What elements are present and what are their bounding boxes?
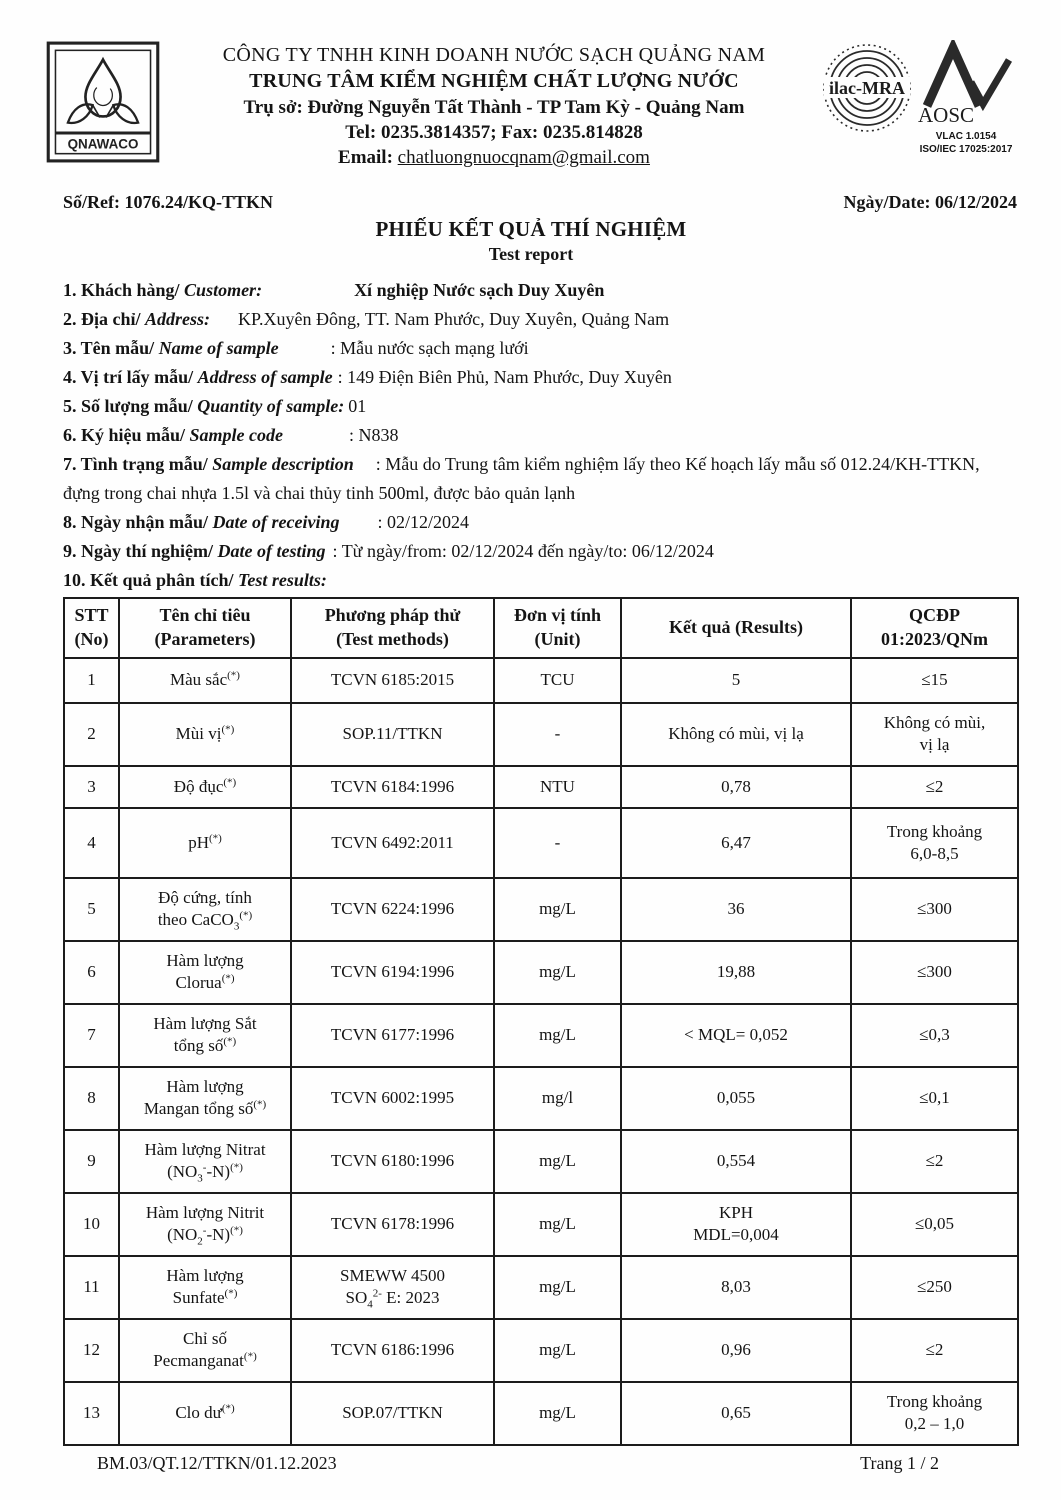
table-cell-col-method: TCVN 6194:1996: [291, 941, 494, 1004]
info-label-vi: 7. Tình trạng mẫu/: [63, 453, 208, 474]
column-header-col-unit: Đơn vị tính (Unit): [494, 598, 621, 658]
table-cell-col-stt: 10: [64, 1193, 119, 1256]
info-value: : Mẫu nước sạch mạng lưới: [330, 337, 529, 358]
info-label-vi: 6. Ký hiệu mẫu/: [63, 424, 186, 445]
table-cell-col-unit: mg/L: [494, 1004, 621, 1067]
info-label-vi: 8. Ngày nhận mẫu/: [63, 511, 209, 532]
table-cell-col-limit: ≤15: [851, 658, 1018, 703]
info-item-quantity: [63, 392, 1017, 421]
info-item-address: [63, 305, 1017, 334]
sample-info-section: [45, 276, 1017, 595]
table-cell-col-unit: mg/L: [494, 1130, 621, 1193]
table-cell-col-limit: ≤0,1: [851, 1067, 1018, 1130]
email-line: [167, 145, 821, 170]
info-item-customer: [63, 276, 1017, 305]
table-cell-col-method: TCVN 6184:1996: [291, 766, 494, 808]
table-cell-col-result: 6,47: [621, 808, 851, 878]
table-cell-col-stt: 8: [64, 1067, 119, 1130]
table-cell-col-unit: NTU: [494, 766, 621, 808]
table-cell-col-unit: mg/L: [494, 1256, 621, 1319]
table-cell-col-limit: ≤0,3: [851, 1004, 1018, 1067]
table-cell-col-method: TCVN 6186:1996: [291, 1319, 494, 1382]
address-line: Trụ sở: Đường Nguyễn Tất Thành - TP Tam Kỳ - Quảng Nam: [243, 96, 745, 118]
table-cell-col-unit: mg/l: [494, 1067, 621, 1130]
table-cell-col-result: KPH MDL=0,004: [621, 1193, 851, 1256]
table-cell-col-stt: 4: [64, 808, 119, 878]
table-cell-col-limit: ≤2: [851, 1319, 1018, 1382]
center-name: TRUNG TÂM KIỂM NGHIỆM CHẤT LƯỢNG NƯỚC: [249, 70, 739, 93]
table-row: [64, 878, 1018, 941]
form-code: BM.03/QT.12/TTKN/01.12.2023: [97, 1452, 337, 1473]
table-cell-col-stt: 9: [64, 1130, 119, 1193]
table-cell-col-limit: ≤300: [851, 941, 1018, 1004]
company-name: CÔNG TY TNHH KINH DOANH NƯỚC SẠCH QUẢNG NAM: [222, 44, 766, 66]
table-cell-col-parameter: Mùi vị(*): [119, 703, 291, 766]
table-cell-col-parameter: Hàm lượng Nitrit $(NO_2^--N)^{(*)}$: [119, 1193, 291, 1256]
table-cell-col-parameter: Hàm lượng Sắt tổng số(*): [119, 1004, 291, 1067]
info-label-vi: 3. Tên mẫu/: [63, 337, 155, 358]
qnawaco-logo-image: [45, 40, 161, 164]
info-label-vi: 10. Kết quả phân tích/: [63, 569, 234, 590]
table-cell-col-unit: mg/L: [494, 1382, 621, 1445]
table-row: [64, 1067, 1018, 1130]
table-cell-col-method: SOP.11/TTKN: [291, 703, 494, 766]
email-link[interactable]: chatluongnuocqnam@gmail.com: [397, 146, 650, 168]
table-cell-col-stt: 6: [64, 941, 119, 1004]
info-label-en: Date of testing: [217, 540, 326, 561]
table-cell-col-stt: 7: [64, 1004, 119, 1067]
info-label-en: Sample code: [189, 424, 284, 445]
aosc-logo-mark: [917, 40, 1015, 126]
table-cell-col-parameter: Hàm lượng Mangan tổng số(*): [119, 1067, 291, 1130]
results-table-head: [64, 598, 1018, 658]
table-row: [64, 1193, 1018, 1256]
header-row: [64, 598, 1018, 658]
table-cell-col-unit: -: [494, 703, 621, 766]
info-label-en: Address of sample: [197, 366, 333, 387]
table-row: [64, 766, 1018, 808]
table-cell-col-limit: ≤2: [851, 1130, 1018, 1193]
info-item-sample-description: [63, 450, 1017, 508]
info-item-date-testing: [63, 537, 1017, 566]
info-label-en: Test results:: [238, 569, 327, 590]
qnawaco-logo: [45, 34, 167, 169]
info-item-sample-name: [63, 334, 1017, 363]
ref-number: Số/Ref: 1076.24/KQ-TTKN: [63, 192, 273, 213]
table-cell-col-method: TCVN 6224:1996: [291, 878, 494, 941]
table-cell-col-method: TCVN 6002:1995: [291, 1067, 494, 1130]
info-value: 01: [348, 395, 367, 416]
ilac-mra-logo-text: ilac-MRA: [829, 78, 905, 98]
column-header-col-limit: QCĐP 01:2023/QNm: [851, 598, 1018, 658]
info-item-sample-address: [63, 363, 1017, 392]
table-row: [64, 808, 1018, 878]
info-value: : 149 Điện Biên Phủ, Nam Phước, Duy Xuyên: [337, 366, 672, 387]
table-cell-col-parameter: pH(*): [119, 808, 291, 878]
tel-fax-line: Tel: 0235.3814357; Fax: 0235.814828: [345, 121, 643, 143]
table-cell-col-parameter: Hàm lượng Clorua(*): [119, 941, 291, 1004]
table-cell-col-limit: ≤300: [851, 878, 1018, 941]
table-cell-col-result: 19,88: [621, 941, 851, 1004]
table-cell-col-stt: 2: [64, 703, 119, 766]
table-cell-col-method: TCVN 6492:2011: [291, 808, 494, 878]
table-cell-col-result: Không có mùi, vị lạ: [621, 703, 851, 766]
table-cell-col-result: 8,03: [621, 1256, 851, 1319]
table-cell-col-stt: 13: [64, 1382, 119, 1445]
aosc-vlac-code: VLAC 1.0154: [935, 131, 997, 142]
table-cell-col-stt: 1: [64, 658, 119, 703]
ref-row: [45, 192, 1017, 213]
table-cell-col-method: TCVN 6180:1996: [291, 1130, 494, 1193]
results-table: [63, 597, 1019, 1446]
info-value: : Mẫu do Trung tâm kiểm nghiệm lấy theo Kế hoạch lấy mẫu số 012.24/KH-TTKN, đựng trong chai nhựa 1.5l và chai thủy tinh 500ml, được bảo quản lạnh: [63, 453, 980, 503]
table-cell-col-result: < MQL= 0,052: [621, 1004, 851, 1067]
table-cell-col-limit: Không có mùi, vị lạ: [851, 703, 1018, 766]
table-row: [64, 1382, 1018, 1445]
page-subtitle: Test report: [488, 244, 574, 265]
table-row: [64, 1319, 1018, 1382]
info-value: KP.Xuyên Đông, TT. Nam Phước, Duy Xuyên, Quảng Nam: [238, 308, 670, 329]
column-header-col-method: Phương pháp thử (Test methods): [291, 598, 494, 658]
info-label-en: Date of receiving: [212, 511, 340, 532]
table-cell-col-parameter: Hàm lượng Sunfate(*): [119, 1256, 291, 1319]
accreditation-logos: [821, 34, 1017, 156]
table-cell-col-unit: mg/L: [494, 941, 621, 1004]
table-cell-col-result: 0,65: [621, 1382, 851, 1445]
table-cell-col-limit: ≤0,05: [851, 1193, 1018, 1256]
info-label-vi: 5. Số lượng mẫu/: [63, 395, 193, 416]
qnawaco-logo-text: QNAWACO: [67, 136, 139, 152]
info-value: : 02/12/2024: [377, 511, 470, 532]
title-block: [45, 216, 1017, 267]
info-label-en: Sample description: [212, 453, 354, 474]
table-cell-col-parameter: Chỉ số Pecmanganat(*): [119, 1319, 291, 1382]
table-cell-col-parameter: Clo dư(*): [119, 1382, 291, 1445]
table-cell-col-unit: mg/L: [494, 1193, 621, 1256]
info-label-vi: 1. Khách hàng/: [63, 279, 180, 300]
email-label: Email:: [338, 146, 393, 168]
table-cell-col-method: TCVN 6177:1996: [291, 1004, 494, 1067]
table-cell-col-result: 0,78: [621, 766, 851, 808]
info-item-sample-code: [63, 421, 1017, 450]
column-header-col-parameter: Tên chỉ tiêu (Parameters): [119, 598, 291, 658]
info-item-date-receiving: [63, 508, 1017, 537]
info-label-en: Address:: [145, 308, 211, 329]
table-cell-col-stt: 5: [64, 878, 119, 941]
table-cell-col-limit: ≤250: [851, 1256, 1018, 1319]
info-label-vi: 4. Vị trí lấy mẫu/: [63, 366, 194, 387]
info-label-en: Customer:: [184, 279, 263, 300]
table-cell-col-result: 0,96: [621, 1319, 851, 1382]
column-header-col-result: Kết quả (Results): [621, 598, 851, 658]
table-cell-col-parameter: Độ đục(*): [119, 766, 291, 808]
table-cell-col-result: 0,554: [621, 1130, 851, 1193]
table-cell-col-limit: ≤2: [851, 766, 1018, 808]
info-value: : Từ ngày/from: 02/12/2024 đến ngày/to: 06/12/2024: [332, 540, 714, 561]
info-label-en: Quantity of sample:: [197, 395, 345, 416]
letterhead-text: [167, 34, 821, 170]
info-item-test-results: [63, 566, 1017, 595]
page-title: PHIẾU KẾT QUẢ THÍ NGHIỆM: [375, 217, 687, 242]
letterhead: [45, 34, 1017, 170]
table-cell-col-parameter: Hàm lượng Nitrat $(NO_3^--N)^{(*)}$: [119, 1130, 291, 1193]
table-cell-col-result: 0,055: [621, 1067, 851, 1130]
table-row: [64, 1130, 1018, 1193]
table-cell-col-limit: Trong khoảng 0,2 – 1,0: [851, 1382, 1018, 1445]
info-value: Xí nghiệp Nước sạch Duy Xuyên: [354, 279, 605, 300]
info-label-vi: 9. Ngày thí nghiệm/: [63, 540, 214, 561]
table-cell-col-stt: 3: [64, 766, 119, 808]
page-number: Trang 1 / 2: [860, 1452, 939, 1473]
table-row: [64, 658, 1018, 703]
table-cell-col-parameter: Độ cứng, tính theo CaCO$_3$(*): [119, 878, 291, 941]
page-footer: [45, 1453, 1017, 1474]
hands-icon: [68, 104, 138, 123]
aosc-logo: [917, 40, 1015, 156]
table-row: [64, 1256, 1018, 1319]
info-label-en: Name of sample: [158, 337, 279, 358]
table-cell-col-unit: mg/L: [494, 878, 621, 941]
table-cell-col-method: SMEWW 4500 $SO_4^{2-}$ E: 2023: [291, 1256, 494, 1319]
table-cell-col-parameter: Màu sắc(*): [119, 658, 291, 703]
table-cell-col-stt: 11: [64, 1256, 119, 1319]
table-row: [64, 941, 1018, 1004]
report-date: Ngày/Date: 06/12/2024: [843, 192, 1017, 213]
table-row: [64, 703, 1018, 766]
table-cell-col-stt: 12: [64, 1319, 119, 1382]
table-cell-col-unit: -: [494, 808, 621, 878]
table-cell-col-method: SOP.07/TTKN: [291, 1382, 494, 1445]
aosc-iso-code: ISO/IEC 17025:2017: [919, 143, 1013, 155]
table-cell-col-method: TCVN 6178:1996: [291, 1193, 494, 1256]
table-cell-col-unit: TCU: [494, 658, 621, 703]
table-row: [64, 1004, 1018, 1067]
info-label-vi: 2. Địa chỉ/: [63, 308, 141, 329]
table-cell-col-result: 36: [621, 878, 851, 941]
info-value: : N838: [349, 424, 399, 445]
results-table-body: [64, 658, 1018, 1445]
ilac-mra-logo: [821, 40, 913, 136]
table-cell-col-limit: Trong khoảng 6,0-8,5: [851, 808, 1018, 878]
column-header-col-stt: STT (No): [64, 598, 119, 658]
table-cell-col-result: 5: [621, 658, 851, 703]
aosc-logo-text: AOSC: [918, 103, 975, 126]
table-cell-col-method: TCVN 6185:2015: [291, 658, 494, 703]
table-cell-col-unit: mg/L: [494, 1319, 621, 1382]
